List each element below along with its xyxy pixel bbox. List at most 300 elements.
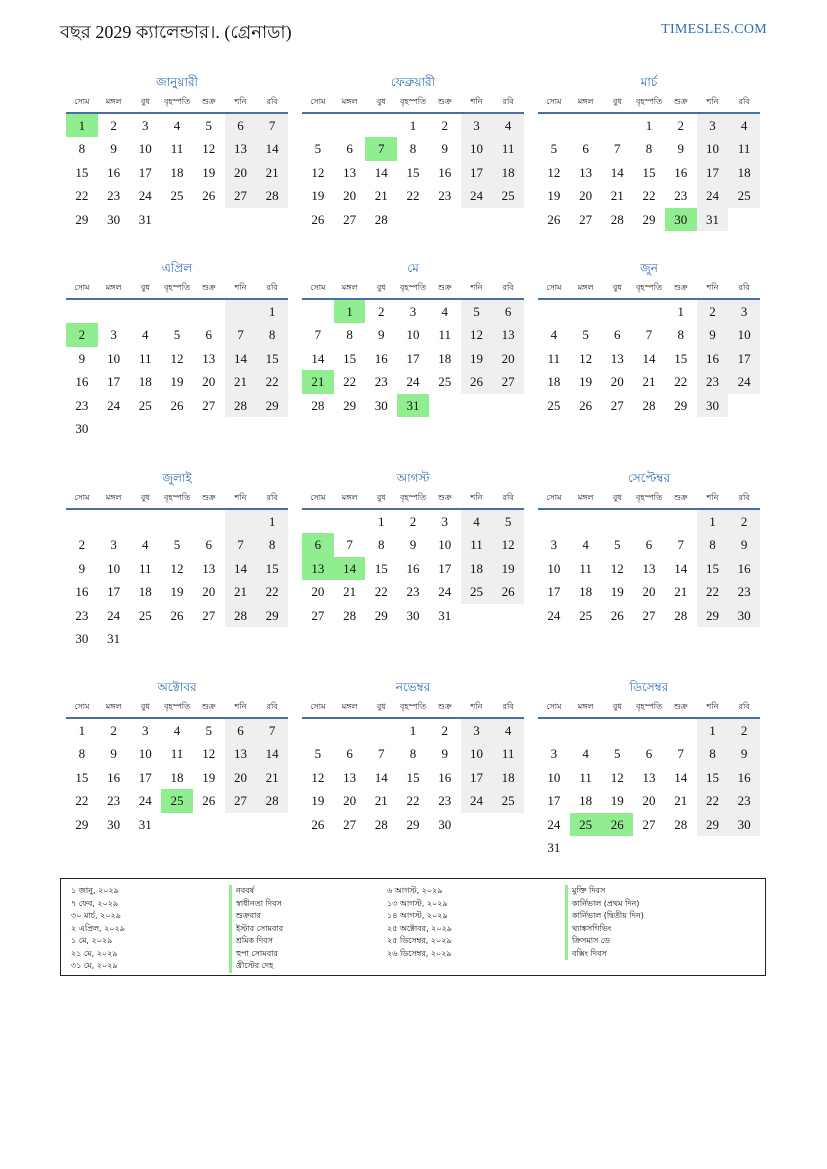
weekday-label: শুক্র [437, 493, 452, 502]
day-cell: 15 [75, 769, 89, 785]
day-cell: 29 [406, 816, 420, 832]
day-cell: 29 [256, 604, 288, 627]
empty-cell [538, 510, 570, 533]
week-row [66, 323, 288, 346]
day-cell: 16 [107, 164, 121, 180]
day-cell: 2 [697, 300, 729, 323]
day-cell: 4 [142, 327, 149, 343]
day-cell: 10 [107, 560, 121, 576]
weekday-header [538, 278, 760, 300]
day-cell: 26 [311, 816, 325, 832]
empty-cell [161, 510, 193, 533]
day-cell: 23 [107, 188, 121, 204]
day-cell: 16 [374, 350, 388, 366]
day-cell: 18 [579, 793, 593, 809]
day-cell: 27 [642, 607, 656, 623]
day-cell: 28 [225, 604, 257, 627]
day-cell: 30 [728, 604, 760, 627]
weekday-label: সোম [74, 493, 90, 502]
day-cell: 23 [674, 188, 688, 204]
weekday-header [66, 92, 288, 114]
day-cell: 30 [728, 813, 760, 836]
day-cell: 26 [610, 607, 624, 623]
day-cell: 3 [409, 304, 417, 319]
weekday-label: বৃহস্পতি [635, 702, 663, 711]
day-cell: 30 [107, 816, 121, 832]
legend-holiday-name: কার্নিভাল (প্রথম দিন) [565, 898, 644, 911]
day-cell: 27 [610, 397, 624, 413]
day-cell: 13 [642, 769, 656, 785]
weekday-label: রবি [738, 97, 750, 106]
empty-cell [538, 114, 570, 137]
day-cell: 30 [75, 630, 89, 646]
day-cell: 8 [409, 746, 417, 762]
week-row [66, 161, 288, 184]
empty-cell [225, 627, 257, 650]
empty-cell [728, 208, 760, 231]
week-row [302, 813, 524, 836]
day-cell: 6 [225, 114, 257, 137]
day-cell: 8 [256, 323, 288, 346]
empty-cell [66, 300, 98, 323]
day-cell: 7 [314, 327, 322, 343]
weekday-label: সোম [546, 97, 562, 106]
day-cell: 21 [642, 374, 656, 390]
day-cell: 11 [438, 327, 451, 343]
week-row [302, 208, 524, 231]
weekday-label: সোম [546, 283, 562, 292]
day-cell: 13 [202, 350, 216, 366]
day-cell: 16 [728, 557, 760, 580]
empty-cell [461, 394, 493, 417]
day-cell: 10 [461, 742, 493, 765]
week-row [538, 161, 760, 184]
day-cell: 30 [665, 208, 697, 231]
week-row [538, 347, 760, 370]
day-cell: 8 [409, 141, 417, 157]
week-row [302, 789, 524, 812]
week-row [538, 510, 760, 533]
day-cell: 9 [697, 323, 729, 346]
day-cell: 3 [550, 746, 558, 762]
empty-cell [570, 114, 602, 137]
day-cell: 18 [138, 374, 152, 390]
legend-holiday-name: নববর্ষ [229, 885, 283, 898]
day-cell: 29 [697, 813, 729, 836]
week-row [66, 533, 288, 556]
day-cell: 3 [550, 537, 558, 553]
weekday-label: বুধ [376, 493, 386, 502]
day-cell: 9 [110, 141, 117, 157]
day-cell: 11 [547, 350, 561, 366]
day-cell: 11 [139, 560, 152, 576]
day-cell: 14 [374, 164, 388, 180]
legend-holiday-name: হুপা সোমবার [229, 948, 283, 961]
day-cell: 26 [170, 397, 184, 413]
legend-dates-col-2 [387, 885, 452, 960]
empty-cell [697, 836, 729, 859]
day-cell: 30 [374, 397, 388, 413]
day-cell: 14 [334, 557, 366, 580]
day-cell: 16 [75, 584, 89, 600]
day-cell: 17 [461, 161, 493, 184]
day-cell: 26 [311, 211, 325, 227]
day-cell: 26 [461, 370, 493, 393]
day-cell: 31 [138, 211, 152, 227]
day-cell: 28 [642, 397, 656, 413]
day-cell: 25 [492, 789, 524, 812]
weekday-label: মঙ্গল [105, 493, 122, 502]
empty-cell [633, 836, 665, 859]
weekday-label: মঙ্গল [105, 97, 122, 106]
day-cell: 11 [728, 137, 760, 160]
weekday-header [302, 278, 524, 300]
day-cell: 6 [205, 327, 212, 343]
weekday-label: বুধ [376, 702, 386, 711]
day-cell: 21 [610, 188, 624, 204]
empty-cell [256, 813, 288, 836]
legend-names-col-1 [229, 885, 283, 973]
empty-cell [302, 114, 334, 137]
empty-cell [601, 300, 633, 323]
day-cell: 15 [374, 560, 388, 576]
day-cell: 19 [461, 347, 493, 370]
weekday-label: শনি [706, 97, 719, 106]
weekday-label: শনি [234, 702, 247, 711]
day-cell: 8 [697, 742, 729, 765]
day-cell: 22 [406, 793, 420, 809]
day-cell: 28 [311, 397, 325, 413]
weekday-label: শনি [234, 97, 247, 106]
day-cell: 15 [674, 350, 688, 366]
day-cell: 1 [256, 510, 288, 533]
day-cell: 27 [492, 370, 524, 393]
empty-cell [397, 208, 429, 231]
month-block [302, 72, 524, 231]
month-block [302, 258, 524, 417]
day-cell: 16 [728, 766, 760, 789]
empty-cell [129, 417, 161, 440]
day-cell: 13 [579, 164, 593, 180]
empty-cell [161, 627, 193, 650]
month-block [302, 677, 524, 836]
day-cell: 5 [205, 723, 212, 738]
weekday-label: বৃহস্পতি [163, 283, 191, 292]
day-cell: 10 [728, 323, 760, 346]
day-cell: 29 [642, 211, 656, 227]
legend-date: ৩০ মার্চ, ২০২৯ [71, 911, 121, 920]
weekday-label: বৃহস্পতি [163, 493, 191, 502]
empty-cell [302, 719, 334, 742]
empty-cell [193, 208, 225, 231]
legend-date: ১ জানু, ২০২৯ [71, 886, 119, 895]
empty-cell [492, 604, 524, 627]
week-row [538, 137, 760, 160]
legend-date: ১৩ আগস্ট, ২০২৯ [387, 898, 448, 908]
day-cell: 25 [579, 607, 593, 623]
weekday-label: সোম [546, 493, 562, 502]
day-cell: 13 [642, 560, 656, 576]
day-cell: 16 [438, 769, 452, 785]
empty-cell [193, 813, 225, 836]
day-cell: 23 [406, 584, 420, 600]
day-cell: 5 [550, 141, 558, 157]
day-cell: 1 [697, 719, 729, 742]
day-cell: 8 [78, 746, 86, 762]
weekday-label: শনি [706, 702, 719, 711]
legend-holiday-name: মুক্তি দিবস [565, 885, 644, 898]
day-cell: 31 [138, 816, 152, 832]
empty-cell [334, 114, 366, 137]
weekday-label: মঙ্গল [341, 97, 358, 106]
day-cell: 4 [582, 746, 589, 762]
week-row [302, 323, 524, 346]
day-cell: 18 [547, 374, 561, 390]
day-cell: 1 [645, 118, 653, 133]
day-cell: 25 [161, 789, 193, 812]
weekday-label: শনি [470, 702, 483, 711]
day-cell: 10 [438, 537, 452, 553]
empty-cell [302, 300, 334, 323]
weekday-label: শনি [706, 493, 719, 502]
day-cell: 5 [582, 327, 589, 343]
weekday-label: বুধ [140, 702, 150, 711]
day-cell: 19 [311, 188, 325, 204]
month-block [538, 677, 760, 859]
empty-cell [225, 813, 257, 836]
legend-holiday-name: খ্রীস্টের দেহ [229, 960, 283, 973]
day-cell: 12 [547, 164, 561, 180]
day-cell: 17 [461, 766, 493, 789]
day-cell: 7 [225, 323, 257, 346]
day-cell: 14 [610, 164, 624, 180]
day-cell: 24 [107, 397, 121, 413]
day-cell: 11 [579, 560, 592, 576]
day-cell: 25 [138, 607, 152, 623]
day-cell: 16 [438, 164, 452, 180]
day-cell: 28 [674, 816, 688, 832]
empty-cell [633, 719, 665, 742]
day-cell: 21 [302, 370, 334, 393]
weekday-label: রবি [266, 97, 278, 106]
month-name: জানুয়ারী [156, 75, 198, 89]
day-cell: 14 [311, 350, 325, 366]
day-cell: 28 [225, 394, 257, 417]
day-cell: 24 [138, 188, 152, 204]
week-row [538, 719, 760, 742]
week-row [66, 114, 288, 137]
week-row [66, 137, 288, 160]
day-cell: 22 [256, 580, 288, 603]
day-cell: 8 [677, 327, 684, 343]
week-row [538, 114, 760, 137]
day-cell: 10 [461, 137, 493, 160]
empty-cell [334, 510, 366, 533]
empty-cell [570, 300, 602, 323]
empty-cell [601, 836, 633, 859]
week-row [538, 533, 760, 556]
weekday-label: রবি [502, 283, 514, 292]
week-row [66, 510, 288, 533]
day-cell: 30 [438, 816, 452, 832]
empty-cell [665, 836, 697, 859]
day-cell: 6 [346, 141, 353, 157]
day-cell: 3 [142, 723, 149, 738]
legend-date: ১৪ আগস্ট, ২০২৯ [387, 911, 448, 920]
legend-holiday-name: ইস্টার সোমবার [229, 923, 283, 936]
week-row [66, 370, 288, 393]
day-cell: 21 [225, 580, 257, 603]
day-cell: 24 [138, 793, 152, 809]
day-cell: 4 [492, 114, 524, 137]
day-cell: 23 [697, 370, 729, 393]
day-cell: 6 [346, 746, 353, 762]
week-row [538, 184, 760, 207]
day-cell: 13 [492, 323, 524, 346]
empty-cell [256, 208, 288, 231]
month-name: মার্চ [640, 75, 658, 89]
day-cell: 1 [409, 118, 417, 133]
empty-cell [161, 813, 193, 836]
empty-cell [302, 510, 334, 533]
empty-cell [570, 719, 602, 742]
day-cell: 9 [378, 327, 385, 343]
month-block [538, 72, 760, 231]
day-cell: 23 [438, 793, 452, 809]
day-cell: 31 [397, 394, 429, 417]
empty-cell [429, 208, 461, 231]
weekday-label: বৃহস্পতি [635, 97, 663, 106]
day-cell: 27 [202, 607, 216, 623]
day-cell: 8 [256, 533, 288, 556]
week-row [302, 580, 524, 603]
day-cell: 4 [173, 723, 181, 738]
day-cell: 24 [461, 184, 493, 207]
day-cell: 29 [75, 816, 89, 832]
empty-cell [633, 300, 665, 323]
day-cell: 8 [378, 537, 385, 553]
day-cell: 4 [492, 719, 524, 742]
day-cell: 17 [138, 164, 152, 180]
day-cell: 20 [311, 584, 325, 600]
day-cell: 20 [343, 188, 357, 204]
day-cell: 2 [677, 118, 684, 133]
day-cell: 10 [547, 769, 561, 785]
day-cell: 28 [374, 211, 388, 227]
weekday-label: শনি [470, 493, 483, 502]
day-cell: 13 [343, 164, 357, 180]
day-cell: 20 [579, 188, 593, 204]
day-cell: 25 [570, 813, 602, 836]
weekday-label: মঙ্গল [577, 493, 594, 502]
legend-date: ২ এপ্রিল, ২০২৯ [71, 923, 125, 933]
day-cell: 5 [614, 746, 621, 762]
day-cell: 20 [202, 374, 216, 390]
day-cell: 21 [374, 188, 388, 204]
day-cell: 19 [610, 584, 624, 600]
day-cell: 12 [579, 350, 593, 366]
legend-holiday-name: শুক্রবার [229, 910, 283, 923]
weekday-label: শুক্র [201, 283, 216, 292]
weekday-header [66, 697, 288, 719]
day-cell: 29 [256, 394, 288, 417]
day-cell: 25 [547, 397, 561, 413]
week-row [302, 137, 524, 160]
day-cell: 31 [438, 607, 452, 623]
day-cell: 19 [170, 374, 184, 390]
weekday-label: রবি [738, 702, 750, 711]
day-cell: 27 [642, 816, 656, 832]
day-cell: 1 [378, 514, 385, 529]
day-cell: 5 [614, 537, 621, 553]
weekday-label: মঙ্গল [577, 97, 594, 106]
day-cell: 24 [697, 184, 729, 207]
day-cell: 4 [550, 327, 558, 343]
weekday-label: শুক্র [201, 702, 216, 711]
month-block [66, 677, 288, 836]
day-cell: 15 [75, 164, 89, 180]
day-cell: 6 [225, 719, 257, 742]
week-row [302, 533, 524, 556]
brand-link[interactable]: TIMESLES.COM [661, 22, 767, 37]
day-cell: 20 [343, 793, 357, 809]
day-cell: 26 [202, 188, 216, 204]
day-cell: 23 [728, 580, 760, 603]
week-row [538, 370, 760, 393]
day-cell: 12 [170, 350, 184, 366]
day-cell: 22 [406, 188, 420, 204]
day-cell: 18 [170, 769, 184, 785]
day-cell: 9 [78, 350, 86, 366]
weekday-label: শুক্র [437, 97, 452, 106]
day-cell: 22 [256, 370, 288, 393]
day-cell: 14 [374, 769, 388, 785]
day-cell: 4 [142, 537, 149, 553]
day-cell: 22 [343, 374, 357, 390]
weekday-label: বুধ [140, 493, 150, 502]
weekday-label: রবি [738, 283, 750, 292]
day-cell: 17 [438, 560, 452, 576]
weekday-label: শনি [234, 493, 247, 502]
day-cell: 22 [697, 789, 729, 812]
weekday-label: বুধ [140, 283, 150, 292]
weekday-header [538, 488, 760, 510]
legend-holiday-name: থ্যাঙ্কসগিভিং [565, 923, 644, 936]
empty-cell [601, 114, 633, 137]
weekday-header [538, 92, 760, 114]
empty-cell [570, 836, 602, 859]
day-cell: 29 [697, 604, 729, 627]
day-cell: 16 [697, 347, 729, 370]
day-cell: 14 [256, 742, 288, 765]
day-cell: 2 [110, 723, 117, 738]
day-cell: 21 [225, 370, 257, 393]
day-cell: 18 [492, 161, 524, 184]
weekday-label: রবি [266, 283, 278, 292]
legend-dates-col-1 [71, 885, 125, 973]
week-row [302, 370, 524, 393]
day-cell: 27 [225, 789, 257, 812]
week-row [66, 604, 288, 627]
day-cell: 17 [697, 161, 729, 184]
empty-cell [66, 510, 98, 533]
day-cell: 17 [728, 347, 760, 370]
day-cell: 14 [674, 560, 688, 576]
day-cell: 12 [610, 560, 624, 576]
legend-date: ৬ আগস্ট, ২০২৯ [387, 886, 443, 895]
day-cell: 4 [461, 510, 493, 533]
day-cell: 4 [441, 304, 448, 319]
